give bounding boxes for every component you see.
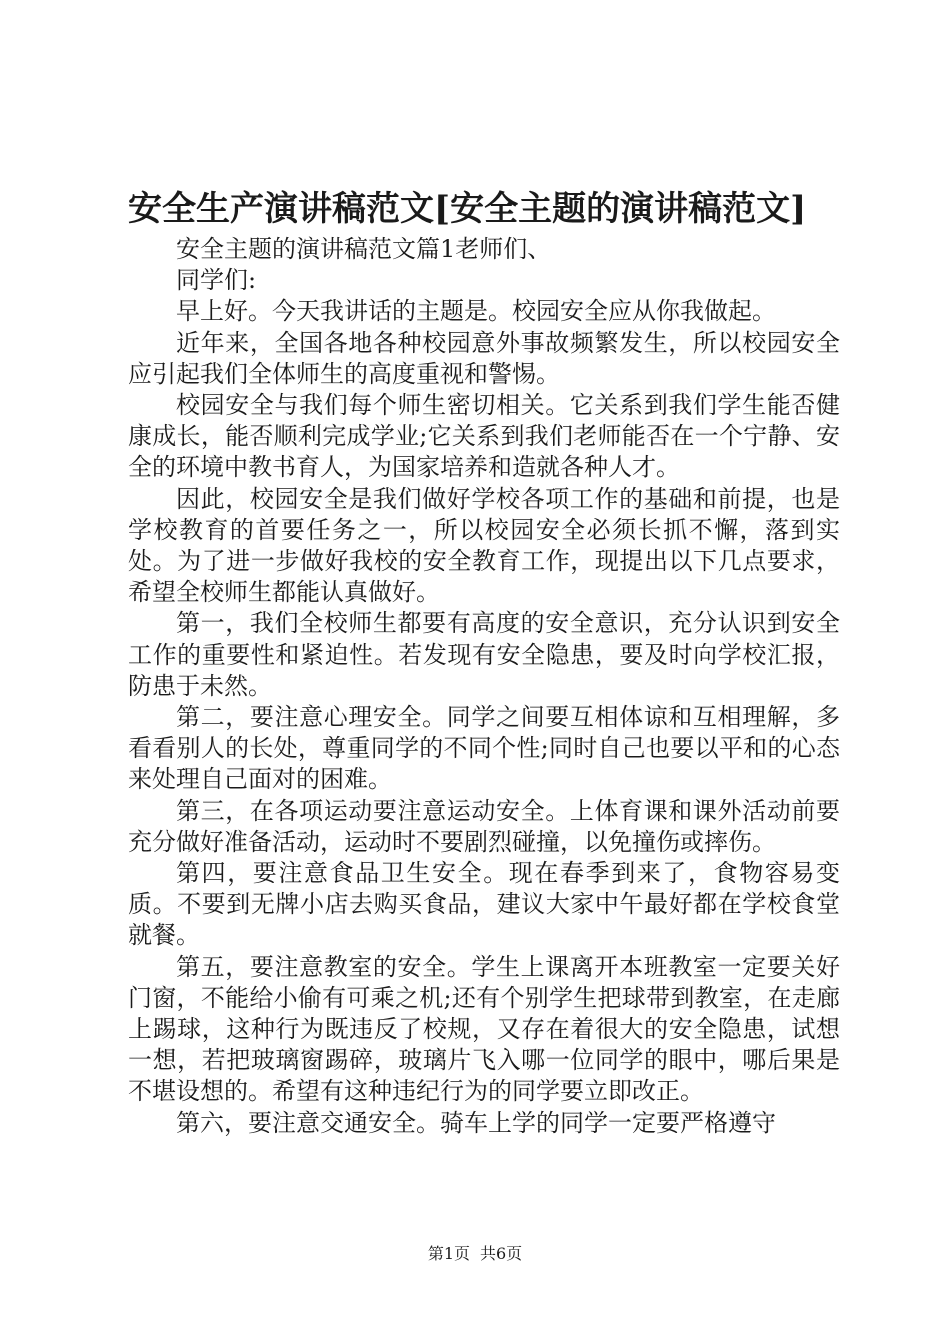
paragraph: 早上好。今天我讲话的主题是。校园安全应从你我做起。 <box>176 297 776 326</box>
page-footer <box>0 1243 950 1265</box>
paragraph: 第四，要注意食品卫生安全。现在春季到来了，食物容易变质。不要到无牌小店去购买食品，建议大家中午最好都在学校食堂就餐。 <box>128 859 840 950</box>
paragraph: 同学们: <box>176 266 257 295</box>
paragraph: 安全主题的演讲稿范文篇1老师们、 <box>176 235 552 263</box>
page-title: 安全生产演讲稿范文[安全主题的演讲稿范文] <box>128 189 807 229</box>
paragraph: 因此，校园安全是我们做好学校各项工作的基础和前提，也是学校教育的首要任务之一，所以校园安全必须长抓不懈，落到实处。为了进一步做好我校的安全教育工作，现提出以下几点要求，希望全校师生都能认真做好。 <box>128 484 840 607</box>
paragraph: 近年来，全国各地各种校园意外事故频繁发生，所以校园安全应引起我们全体师生的高度重视和警惕。 <box>128 328 840 388</box>
paragraph: 第三，在各项运动要注意运动安全。上体育课和课外活动前要充分做好准备活动，运动时不要剧烈碰撞，以免撞伤或摔伤。 <box>128 796 840 856</box>
paragraph: 第二，要注意心理安全。同学之间要互相体谅和互相理解，多看看别人的长处，尊重同学的不同个性;同时自己也要以平和的心态来处理自己面对的困难。 <box>128 703 840 794</box>
paragraph: 第五，要注意教室的安全。学生上课离开本班教室一定要关好门窗，不能给小偷有可乘之机;还有个别学生把球带到教室，在走廊上踢球，这种行为既违反了校规，又存在着很大的安全隐患，试想一想，若把玻璃窗踢碎，玻璃片飞入哪一位同学的眼中，哪后果是不堪设想的。希望有这种违纪行为的同学要立即改正。 <box>128 952 840 1106</box>
paragraph: 第六，要注意交通安全。骑车上学的同学一定要严格遵守 <box>176 1108 776 1137</box>
paragraph: 第一，我们全校师生都要有高度的安全意识，充分认识到安全工作的重要性和紧迫性。若发现有安全隐患，要及时向学校汇报，防患于未然。 <box>128 609 840 700</box>
paragraph: 校园安全与我们每个师生密切相关。它关系到我们学生能否健康成长，能否顺利完成学业;它关系到我们老师能否在一个宁静、安全的环境中教书育人，为国家培养和造就各种人才。 <box>128 391 840 482</box>
page-number: 第1页 <box>427 1244 470 1263</box>
page-count: 共6页 <box>480 1244 523 1263</box>
document-body <box>128 234 840 1139</box>
